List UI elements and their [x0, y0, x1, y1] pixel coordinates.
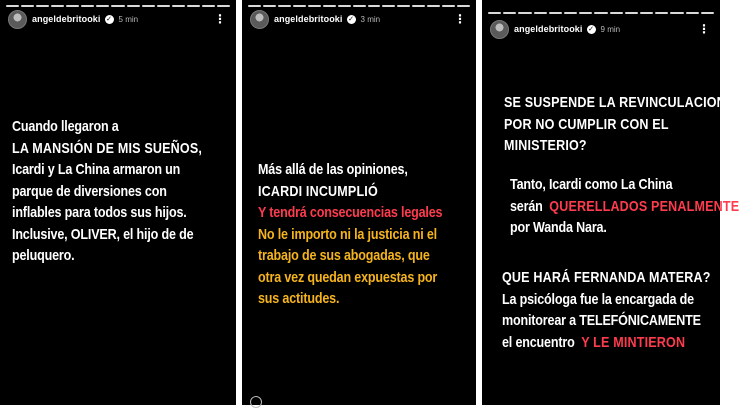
highlight-red-text: QUERELLADOS PENALMENTE [549, 198, 739, 215]
story-panel-2[interactable] [242, 0, 476, 405]
text-line: Más allá de las opiniones, [258, 162, 408, 178]
story-progress-bar [6, 5, 230, 7]
verified-badge-icon: ✓ [106, 15, 112, 23]
story-progress-bar [488, 12, 714, 14]
story-header [250, 9, 470, 29]
text-line: QUE HARÁ FERNANDA MATERA? [502, 270, 711, 286]
text-line: Inclusive, OLIVER, el hijo de de [12, 226, 194, 243]
post-time: 9 min [600, 24, 621, 34]
text-line [502, 333, 726, 355]
text-line: Cuando llegaron a [12, 119, 119, 135]
username[interactable]: angeldebritooki [274, 14, 343, 24]
text-fragment: serán [510, 198, 543, 215]
more-vertical-icon[interactable]: ⋮ [214, 12, 226, 26]
username[interactable]: angeldebritooki [32, 14, 101, 24]
text-line: por Wanda Nara. [510, 220, 607, 236]
story-text [510, 175, 739, 240]
text-line: ICARDI INCUMPLIÓ [258, 183, 378, 200]
username[interactable]: angeldebritooki [514, 24, 583, 34]
reply-circle-icon[interactable] [250, 396, 262, 408]
highlight-orange-line: No le importo ni la justicia ni el [258, 226, 437, 243]
text-line [510, 197, 739, 219]
story-text [502, 268, 726, 354]
text-line: Tanto, Icardi como La China [510, 177, 673, 193]
avatar[interactable] [250, 10, 269, 29]
text-line: LA MANSIÓN DE MIS SUEÑOS, [12, 140, 203, 157]
post-time: 3 min [360, 14, 381, 24]
highlight-orange-line: trabajo de sus abogadas, que [258, 248, 430, 264]
story-progress-bar [248, 5, 470, 7]
avatar[interactable] [490, 20, 509, 39]
story-header [8, 9, 230, 29]
story-header [490, 19, 714, 39]
text-line: peluquero. [12, 248, 75, 264]
post-time: 5 min [118, 14, 139, 24]
text-fragment: el encuentro [502, 334, 575, 351]
more-vertical-icon[interactable]: ⋮ [454, 12, 466, 26]
text-line: inflables para todos sus hijos. [12, 205, 187, 221]
text-line: La psicóloga fue la encargada de [502, 291, 694, 308]
text-line: monitorear a TELEFÓNICAMENTE [502, 313, 701, 329]
more-vertical-icon[interactable]: ⋮ [698, 22, 710, 36]
text-line: POR NO CUMPLIR CON EL [504, 116, 669, 133]
verified-badge-icon: ✓ [588, 25, 594, 33]
story-panel-1[interactable] [0, 0, 236, 405]
highlight-orange-line: sus actitudes. [258, 291, 340, 307]
story-headline [504, 93, 728, 158]
text-line: parque de diversiones con [12, 183, 167, 200]
highlight-red-text: Y LE MINTIERON [581, 334, 686, 351]
text-line: Icardi y La China armaron un [12, 162, 181, 178]
text-line: MINISTERIO? [504, 138, 587, 154]
highlight-red-line: Y tendrá consecuencias legales [258, 205, 443, 221]
text-line: SE SUSPENDE LA REVINCULACION [504, 95, 726, 111]
story-text [12, 117, 236, 268]
story-panel-3[interactable] [482, 0, 739, 405]
avatar[interactable] [8, 10, 27, 29]
story-text [258, 160, 482, 311]
highlight-orange-line: otra vez quedan expuestas por [258, 269, 438, 286]
verified-badge-icon: ✓ [348, 15, 354, 23]
